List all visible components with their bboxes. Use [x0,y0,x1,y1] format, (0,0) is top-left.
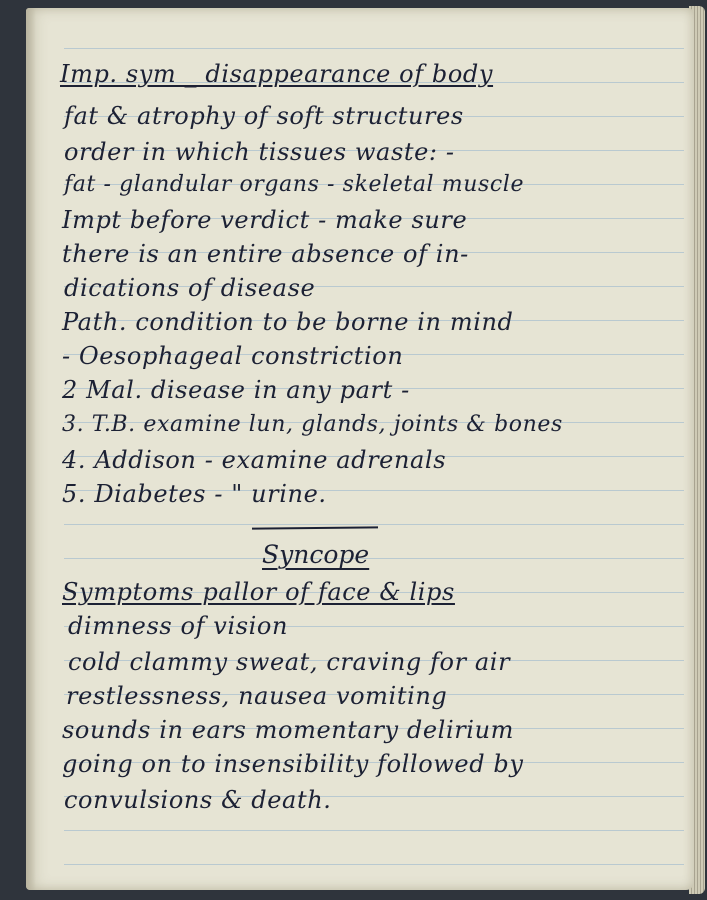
note-line: sounds in ears momentary delirium [62,716,514,744]
note-line: fat - glandular organs - skeletal muscle [64,172,525,197]
ruled-line [64,830,684,831]
note-line: 2 Mal. disease in any part - [62,376,410,404]
note-line: Path. condition to be borne in mind [62,308,514,336]
note-line: 3. T.B. examine lun, glands, joints & bones [62,412,563,437]
note-line: 4. Addison - examine adrenals [62,446,447,474]
note-line: dimness of vision [68,612,289,640]
note-line: dications of disease [64,274,316,302]
note-line: fat & atrophy of soft structures [64,102,464,130]
note-line: Impt before verdict - make sure [62,206,468,234]
note-line: 5. Diabetes - " urine. [62,480,327,508]
note-line: restlessness, nausea vomiting [66,682,448,710]
note-line: Imp. sym _ disappearance of body [60,60,494,88]
ruled-line [64,48,684,49]
note-line: cold clammy sweat, craving for air [68,648,511,676]
ruled-line [64,864,684,865]
note-line: order in which tissues waste: - [64,138,455,166]
note-line: - Oesophageal constriction [62,342,404,370]
section-heading: Syncope [262,540,370,569]
ruled-line [64,558,684,559]
note-line: convulsions & death. [64,786,332,814]
note-line: Symptoms pallor of face & lips [62,578,455,606]
note-line: going on to insensibility followed by [62,750,524,778]
note-line: there is an entire absence of in- [62,240,469,268]
ruled-line [64,524,684,525]
